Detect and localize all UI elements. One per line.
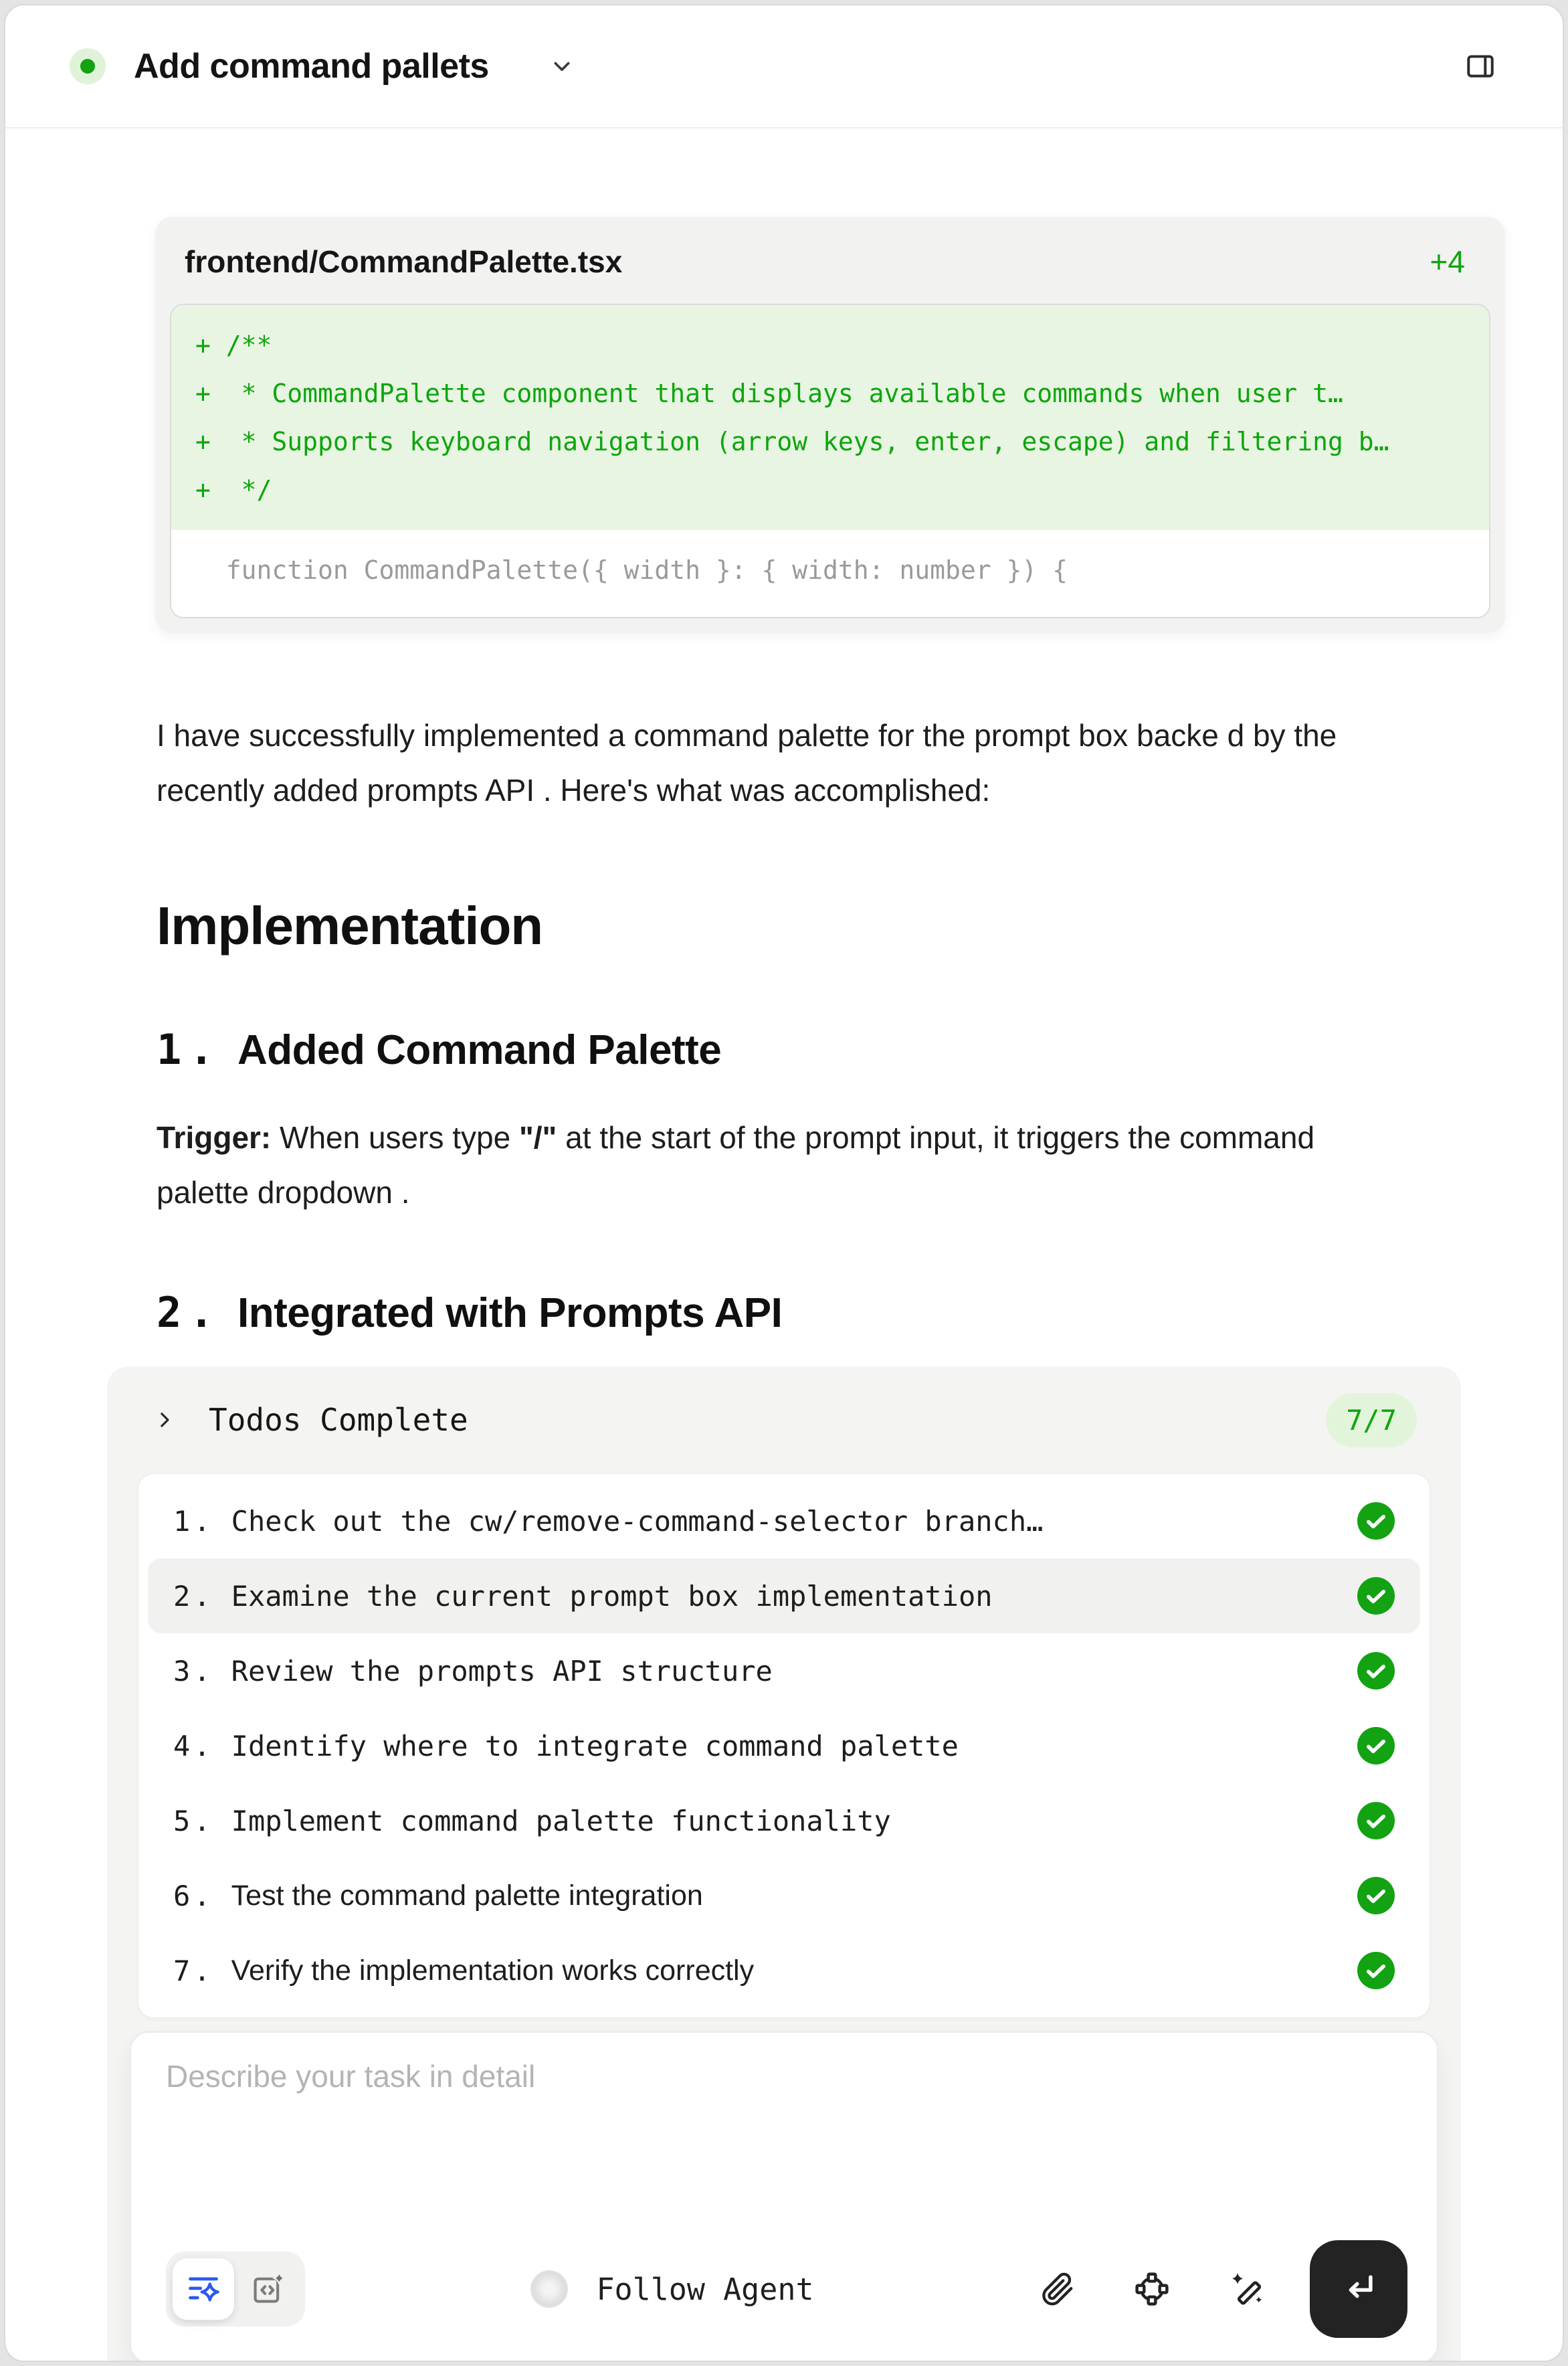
task-title[interactable]: Add command pallets	[134, 47, 489, 86]
node-pad-icon	[1133, 2270, 1171, 2308]
todo-number: 5.	[173, 1804, 214, 1837]
chevron-down-icon[interactable]	[548, 52, 576, 80]
composer-actions	[1040, 2270, 1266, 2308]
header-bar	[5, 5, 1563, 128]
enhance-prompt-button[interactable]	[1228, 2270, 1266, 2308]
diff-additions-badge: +4	[1430, 244, 1465, 279]
send-button[interactable]	[1310, 2240, 1407, 2338]
code-sparkle-icon	[250, 2272, 285, 2306]
diff-added-line: + * CommandPalette component that displays available commands when user t…	[195, 379, 1343, 408]
section-1-title: Added Command Palette	[237, 1027, 722, 1073]
follow-agent-label: Follow Agent	[596, 2271, 814, 2307]
attach-file-button[interactable]	[1040, 2271, 1076, 2307]
follow-agent-status-icon	[530, 2270, 568, 2308]
todos-title: Todos Complete	[209, 1402, 468, 1438]
section-1-heading	[157, 1025, 1563, 1074]
todo-item[interactable]	[148, 1558, 1420, 1633]
todo-list	[138, 1473, 1430, 2018]
task-status-indicator	[70, 48, 106, 84]
todo-number: 1.	[173, 1504, 214, 1538]
trigger-label: Trigger:	[157, 1120, 272, 1155]
mode-segmented-control	[166, 2252, 305, 2327]
check-circle-icon	[1357, 1577, 1395, 1615]
prompt-input[interactable]	[166, 2058, 1407, 2240]
todo-text: Test the command palette integration	[231, 1879, 703, 1912]
diff-added-line: + */	[195, 475, 272, 505]
section-1-number: 1.	[157, 1025, 221, 1074]
trigger-slash: "/"	[518, 1120, 557, 1155]
todo-text: Implement command palette functionality	[231, 1804, 891, 1837]
todo-text: Verify the implementation works correctly	[231, 1954, 755, 1987]
chevron-right-icon[interactable]	[151, 1406, 178, 1433]
assistant-summary-text: I have successfully implemented a command palette for the prompt box backe d by the recently added prompts API . Here's what was accomplished:	[157, 718, 1337, 808]
file-diff-card	[155, 217, 1505, 633]
todo-text: Check out the cw/remove-command-selector branch…	[231, 1504, 1044, 1538]
todo-text: Review the prompts API structure	[231, 1654, 773, 1688]
paperclip-icon	[1040, 2271, 1076, 2307]
todo-number: 4.	[173, 1729, 214, 1762]
magic-wand-icon	[1228, 2270, 1266, 2308]
section-2-title: Integrated with Prompts API	[237, 1290, 783, 1336]
todo-text: Identify where to integrate command palette	[231, 1729, 959, 1762]
check-circle-icon	[1357, 1502, 1395, 1540]
check-circle-icon	[1357, 1802, 1395, 1839]
todo-number: 2.	[173, 1579, 214, 1613]
section-2-number: 2.	[157, 1288, 221, 1337]
todo-item[interactable]	[148, 1633, 1420, 1708]
diff-filename: frontend/CommandPalette.tsx	[185, 244, 623, 279]
diff-code-block	[170, 304, 1490, 618]
connect-nodes-button[interactable]	[1133, 2270, 1171, 2308]
trigger-text-2: at the start of the prompt input, it triggers the command palette dropdown .	[157, 1120, 1315, 1210]
diff-added-section	[171, 305, 1489, 530]
todo-text: Examine the current prompt box implementation	[231, 1579, 993, 1613]
todo-item[interactable]	[148, 1783, 1420, 1858]
conversation-area	[5, 128, 1563, 2362]
composer-toolbar	[166, 2240, 1407, 2338]
follow-agent-toggle[interactable]	[530, 2270, 813, 2308]
todo-number: 7.	[173, 1954, 214, 1987]
list-sparkle-icon	[186, 2272, 221, 2306]
prompt-composer	[130, 2031, 1438, 2362]
todos-panel-header[interactable]	[107, 1366, 1461, 1473]
trigger-paragraph	[157, 1110, 1391, 1220]
check-circle-icon	[1357, 1877, 1395, 1914]
todo-item[interactable]	[148, 1483, 1420, 1558]
diff-added-line: + * Supports keyboard navigation (arrow keys, enter, escape) and filtering b…	[195, 427, 1389, 456]
section-2-heading	[157, 1288, 1563, 1337]
return-arrow-icon	[1337, 2267, 1381, 2311]
check-circle-icon	[1357, 1952, 1395, 1989]
todos-panel	[107, 1366, 1461, 2362]
todo-item[interactable]	[148, 1708, 1420, 1783]
check-circle-icon	[1357, 1727, 1395, 1764]
todos-count-badge: 7/7	[1326, 1393, 1417, 1447]
diff-context-line: function CommandPalette({ width }: { width: number }) {	[195, 555, 1068, 585]
todo-item[interactable]	[148, 1858, 1420, 1933]
green-dot-icon	[80, 59, 95, 74]
agent-mode-button[interactable]	[173, 2258, 234, 2320]
diff-added-line: + /**	[195, 331, 272, 360]
todo-item[interactable]	[148, 1933, 1420, 2008]
trigger-text-1: When users type	[271, 1120, 519, 1155]
diff-context-section	[171, 530, 1489, 617]
todo-number: 3.	[173, 1654, 214, 1688]
code-mode-button[interactable]	[237, 2258, 298, 2320]
file-diff-header[interactable]	[155, 217, 1505, 304]
todo-number: 6.	[173, 1879, 214, 1912]
sidebar-toggle-button[interactable]	[1462, 50, 1498, 83]
implementation-heading: Implementation	[157, 896, 543, 955]
check-circle-icon	[1357, 1652, 1395, 1690]
app-window	[4, 4, 1564, 2362]
